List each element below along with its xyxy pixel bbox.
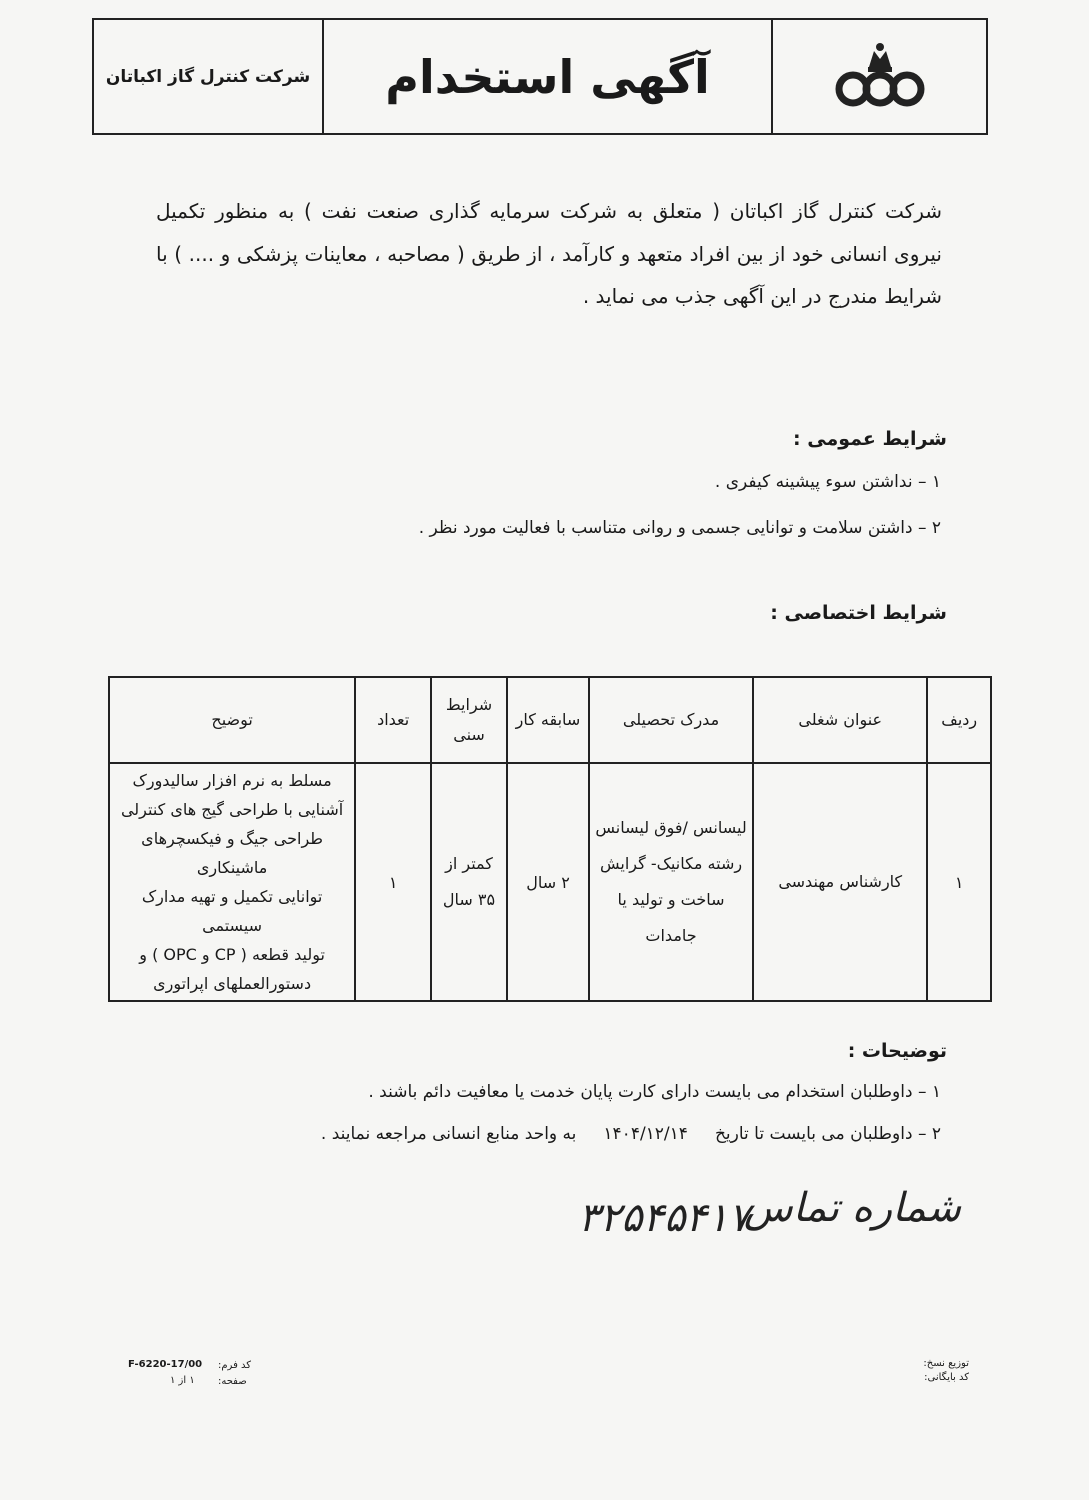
description-line: توانایی تکمیل و تهیه مدارک سیستمی	[141, 887, 323, 935]
cell-job-title: کارشناس مهندسی	[753, 763, 927, 1001]
cell-degree: لیسانس /فوق لیسانس رشته مکانیک- گرایش ساخت و تولید یا جامدات	[589, 763, 753, 1001]
page-title: آگهی استخدام	[385, 49, 710, 104]
intro-paragraph: شرکت کنترل گاز اکباتان ( متعلق به شرکت سرمایه گذاری صنعت نفت ) به منظور تکمیل نیروی انسانی خود از بین افراد متعهد و کارآمد ، از طریق ( مصاحبه ، معاینات پزشکی و .... ) با شرایط مندرج در این آگهی جذب می نماید .	[156, 199, 942, 308]
distribution-label: توزیع نسخ:	[923, 1358, 969, 1369]
handwritten-contact-label: شماره تماس	[743, 1185, 961, 1231]
col-header-description: توضیح	[109, 677, 355, 763]
form-code: F-6220-17/00	[128, 1359, 203, 1370]
description-line: آشنایی با طراحی گیج های کنترلی	[120, 800, 344, 819]
col-header-job-title: عنوان شغلی	[753, 677, 927, 763]
note-2: ۲ – داوطلبان می بایست تا تاریخ ۱۴۰۴/۱۲/۱۴ به واحد منابع انسانی مراجعه نمایند .	[320, 1124, 941, 1144]
description-line: طراحی جیگ و فیکسچرهای ماشینکاری	[141, 829, 324, 877]
notes-heading: توضیحات :	[847, 1040, 947, 1062]
page-number: ۱ از ۱	[170, 1375, 195, 1386]
col-header-degree: مدرک تحصیلی	[589, 677, 753, 763]
form-code-label: کد فرم:	[218, 1360, 252, 1371]
description-line: دستورالعملهای اپراتوری	[153, 974, 312, 993]
cell-count: ۱	[355, 763, 431, 1001]
col-header-age: شرایط سنی	[431, 677, 507, 763]
general-condition-1: ۱ – نداشتن سوء پیشینه کیفری .	[714, 472, 941, 492]
table-header-row	[109, 677, 991, 763]
nioc-logo-icon	[771, 20, 986, 133]
note-1: ۱ – داوطلبان استخدام می بایست دارای کارت پایان خدمت یا معافیت دائم باشند .	[368, 1082, 941, 1102]
description-line: تولید قطعه ( CP و OPC ) و	[139, 945, 325, 964]
col-header-experience: سابقه کار	[507, 677, 589, 763]
col-header-count: تعداد	[355, 677, 431, 763]
header-box	[92, 18, 988, 135]
cell-age: کمتر از ۳۵ سال	[431, 763, 507, 1001]
company-name: شرکت کنترل گاز اکباتان	[94, 20, 324, 133]
cell-description	[109, 763, 355, 1001]
general-condition-2: ۲ – داشتن سلامت و توانایی جسمی و روانی متناسب با فعالیت مورد نظر .	[418, 518, 941, 538]
cell-experience: ۲ سال	[507, 763, 589, 1001]
description-line: مسلط به نرم افزار سالیدورک	[132, 771, 332, 790]
special-conditions-heading: شرایط اختصاصی :	[770, 602, 947, 624]
cell-row-no: ۱	[927, 763, 991, 1001]
table-row	[109, 763, 991, 1001]
archive-label: کد بایگانی:	[924, 1372, 969, 1383]
general-conditions-heading: شرایط عمومی :	[793, 428, 947, 450]
jobs-table	[108, 676, 992, 1002]
handwritten-phone-number: ۳۲۵۴۵۴۱۷	[578, 1195, 750, 1241]
col-header-row-no: ردیف	[927, 677, 991, 763]
page-label: صفحه:	[218, 1376, 247, 1387]
